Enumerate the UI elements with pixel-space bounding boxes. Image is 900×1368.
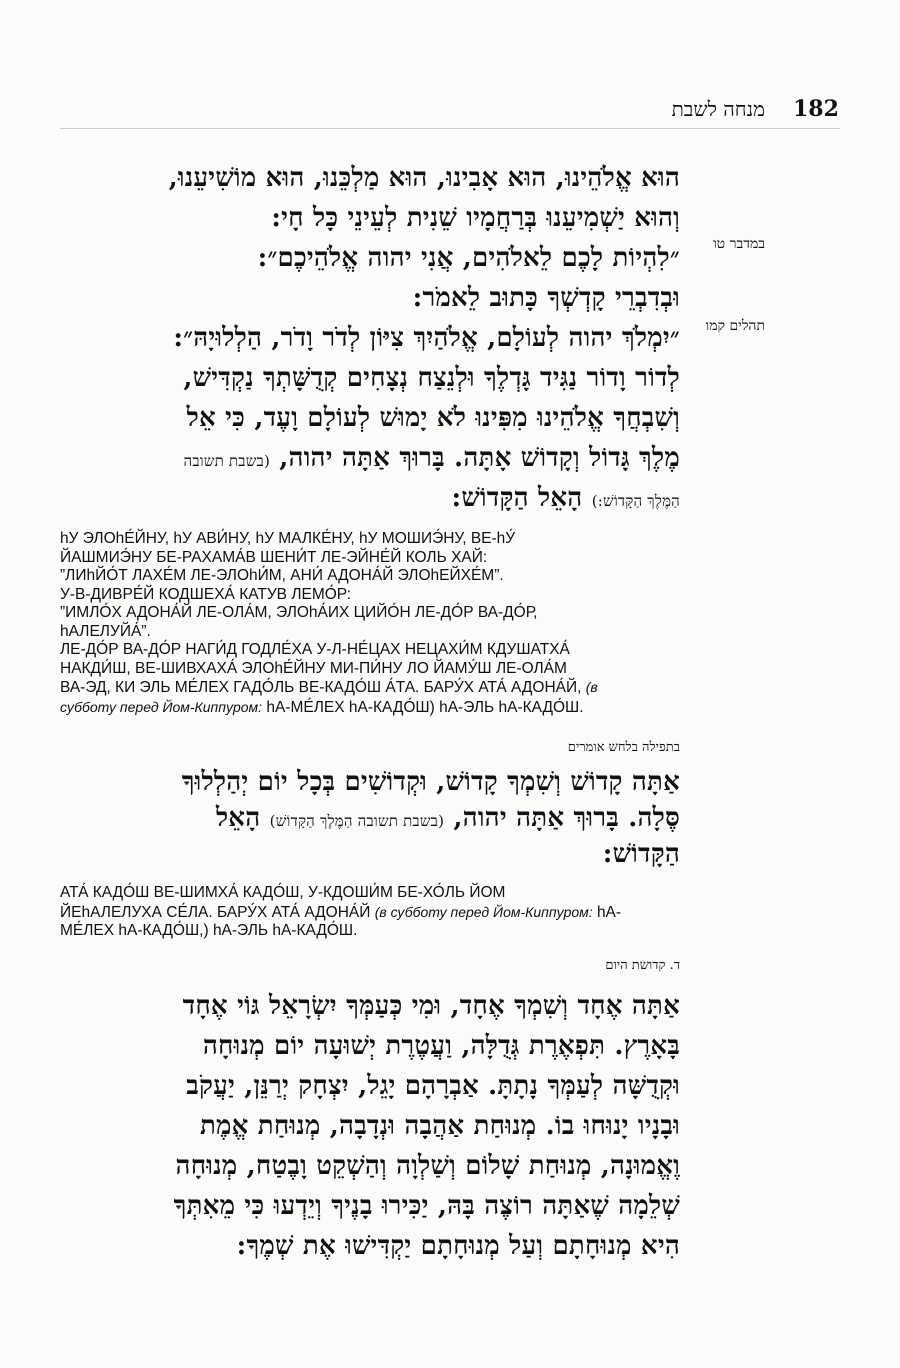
transliteration-line: ЛЕ-ДО́Р ВА-ДО́Р НАГИ́Д ГОДЛЕ́ХА У-Л-НЕ́ЦАХ НЕЦАХИ́М КДУШАТХА́ — [60, 641, 570, 658]
hebrew-line: הוּא אֱלֹהֵינוּ, הוּא אָבִינוּ, הוּא מַלְכֵּנוּ, הוּא מוֹשִׁיעֵנוּ, — [168, 163, 680, 193]
header-rule — [60, 128, 840, 129]
hebrew-line: וּבָנָיו יָנוּחוּ בוֹ. מְנוּחַת אַהֲבָה וּנְדָבָה, מְנוּחַת אֱמֶת — [199, 1111, 680, 1141]
transliteration-block-1 — [60, 530, 680, 717]
teshuva-note: הַמֶּלֶךְ הַקָּדוֹשׁ:) — [591, 492, 680, 510]
transliteration-line — [60, 903, 680, 923]
hebrew-line: וְהוּא יַשְׁמִיעֵנוּ בְּרַחֲמָיו שֵׁנִית לְעֵינֵי כָּל חָי: — [271, 203, 680, 233]
transliteration-text: ВА-ЭД, КИ ЭЛЬ МЕ́ЛЕХ ГАДО́ЛЬ ВЕ-КАДО́Ш А́ТА. БАРУ́Х АТА́ АДОНА́Й, — [60, 679, 582, 696]
transliteration-note: (в субботу перед Йом-Киппуром: — [374, 903, 593, 920]
transliteration-line: ”ИМЛО́Х АДОНА́Й ЛЕ-ОЛА́М, ЭЛОhА́ИХ ЦИЙО́Н ЛЕ-ДО́Р ВА-ДО́Р, — [60, 604, 538, 621]
transliteration-line: hАЛЕЛУЙА́”. — [60, 622, 151, 640]
hebrew-line: שְׁלֵמָה שֶׁאַתָּה רוֹצֶה בָּהּ, יַכִּירוּ בָנֶיךָ וְיֵדְעוּ כִּי מֵאִתְּךָ — [173, 1191, 680, 1221]
transliteration-block-2 — [60, 884, 680, 941]
hebrew-block-2 — [60, 764, 680, 872]
section-d-title: ד. קדושת היום — [605, 958, 680, 973]
teshuva-note: (בשבת תשובה הַמֶּלֶךְ הַקָּדוֹשׁ) — [269, 812, 445, 830]
hebrew-line: וְשִׁבְחֲךָ אֱלֹהֵינוּ מִפִּינוּ לֹא יָמוּשׁ לְעוֹלָם וָעֶד, כִּי אֵל — [186, 403, 680, 433]
hebrew-line: הַקָּדוֹשׁ: — [602, 839, 680, 869]
hebrew-block-3 — [60, 986, 680, 1266]
hebrew-line: בָּאָרֶץ. תִּפְאֶרֶת גְּדֻלָּה, וַעֲטֶרֶת יְשׁוּעָה יוֹם מְנוּחָה — [202, 1031, 680, 1061]
transliteration-line: МЕ́ЛЕХ hА-КАДО́Ш,) hА-ЭЛЬ hА-КАДО́Ш. — [60, 922, 358, 939]
hebrew-line: ״יִמְלֹךְ יהוה לְעוֹלָם, אֱלֹהַיִךְ צִיּוֹן לְדֹר וָדֹר, הַלְלוּיָהּ״: — [173, 323, 680, 353]
silent-prayer-instruction: בתפילה בלחש אומרים — [567, 740, 680, 755]
transliteration-line — [60, 678, 680, 698]
hebrew-line: אַתָּה קָדוֹשׁ וְשִׁמְךָ קָדוֹשׁ, וּקְדוֹשִׁים בְּכָל יוֹם יְהַלְלוּךָ — [181, 767, 680, 797]
hebrew-text: הָאֵל — [215, 803, 261, 833]
hebrew-line — [60, 478, 680, 518]
hebrew-text: מֶלֶךְ גָּדוֹל וְקָדוֹשׁ אָתָּה. בָּרוּךְ אַתָּה יהוה, — [279, 443, 680, 473]
running-header: מנחה לשבת — [671, 97, 765, 121]
transliteration-line — [60, 698, 680, 718]
hebrew-block-1 — [60, 158, 680, 518]
transliteration-text: hА-МЕ́ЛЕХ hА-КАДО́Ш) hА-ЭЛЬ hА-КАДО́Ш. — [266, 698, 584, 716]
transliteration-line: АТА́ КАДО́Ш ВЕ-ШИМХА́ КАДО́Ш, У-КДОШИ́М БЕ-ХО́ЛЬ ЙОМ — [60, 884, 506, 901]
transliteration-line: НАКДИ́Ш, ВЕ-ШИВХАХА́ ЭЛОhЕ́ЙНУ МИ-ПИ́НУ ЛО ЙАМУ́Ш ЛЕ-ОЛА́М — [60, 659, 567, 677]
transliteration-note: субботу перед Йом-Киппуром: — [60, 698, 263, 715]
transliteration-line: У-В-ДИВРЕ́Й КОДШЕХА́ КАТУВ ЛЕМО́Р: — [60, 585, 352, 603]
transliteration-text: ЙЕhАЛЕЛУХА СЕ́ЛА. БАРУ́Х АТА́ АДОНА́Й — [60, 903, 371, 921]
transliteration-line: hУ ЭЛОhЕ́ЙНУ, hУ АВИ́НУ, hУ МАЛКЕ́НУ, hУ МОШИЭ́НУ, ВЕ-hУ́ — [60, 530, 516, 547]
teshuva-note: (בשבת תשובה — [183, 452, 271, 470]
hebrew-line: וּקְדֻשָּׁה לְעַמְּךָ נָתָתָּ. אַבְרָהָם יָגֵל, יִצְחָק יְרַנֵּן, יַעֲקֹב — [186, 1071, 680, 1101]
hebrew-line: לְדוֹר וָדוֹר נַגִּיד גָּדְלֶךָ וּלְנֵצַח נְצָחִים קְדֻשָּׁתְךָ נַקְדִּישׁ, — [183, 363, 680, 393]
transliteration-line: ”ЛИhЙО́Т ЛАХЕ́М ЛЕ-ЭЛОhИ́М, АНИ́ АДОНА́Й ЭЛОhЕЙХЕ́М”. — [60, 567, 504, 584]
margin-note-bamidbar: במדבר טו — [713, 236, 765, 252]
transliteration-line: ЙАШМИЭ́НУ БЕ-РАХАМА́В ШЕНИ́Т ЛЕ-ЭЙНЕ́Й КОЛЬ ХАЙ: — [60, 548, 488, 566]
hebrew-line: הִיא מְנוּחָתָם וְעַל מְנוּחָתָם יַקְדִּישׁוּ אֶת שְׁמֶךָ: — [236, 1231, 680, 1261]
hebrew-line: וּבְדִבְרֵי קָדְשְׁךָ כָּתוּב לֵאמֹר: — [412, 283, 680, 313]
hebrew-line: וֶאֱמוּנָה, מְנוּחַת שָׁלוֹם וְשַׁלְוָה וְהַשְׁקֵט וָבֶטַח, מְנוּחָה — [175, 1151, 680, 1181]
transliteration-note: (в — [585, 679, 598, 695]
transliteration-text: hА- — [596, 903, 622, 921]
hebrew-line — [60, 800, 680, 836]
hebrew-line — [60, 438, 680, 478]
hebrew-line: ״לִהְיוֹת לָכֶם לֵאלֹהִים, אֲנִי יהוה אֱלֹהֵיכֶם״: — [257, 243, 680, 273]
hebrew-text: סֶּלָה. בָּרוּךְ אַתָּה יהוה, — [453, 803, 680, 833]
page-number: 182 — [793, 96, 839, 122]
margin-note-tehillim: תהלים קמו — [705, 318, 765, 334]
hebrew-line: אַתָּה אֶחָד וְשִׁמְךָ אֶחָד, וּמִי כְּעַמְּךָ יִשְׂרָאֵל גּוֹי אֶחָד — [182, 991, 680, 1021]
hebrew-text: הָאֵל הַקָּדוֹשׁ: — [451, 483, 583, 513]
